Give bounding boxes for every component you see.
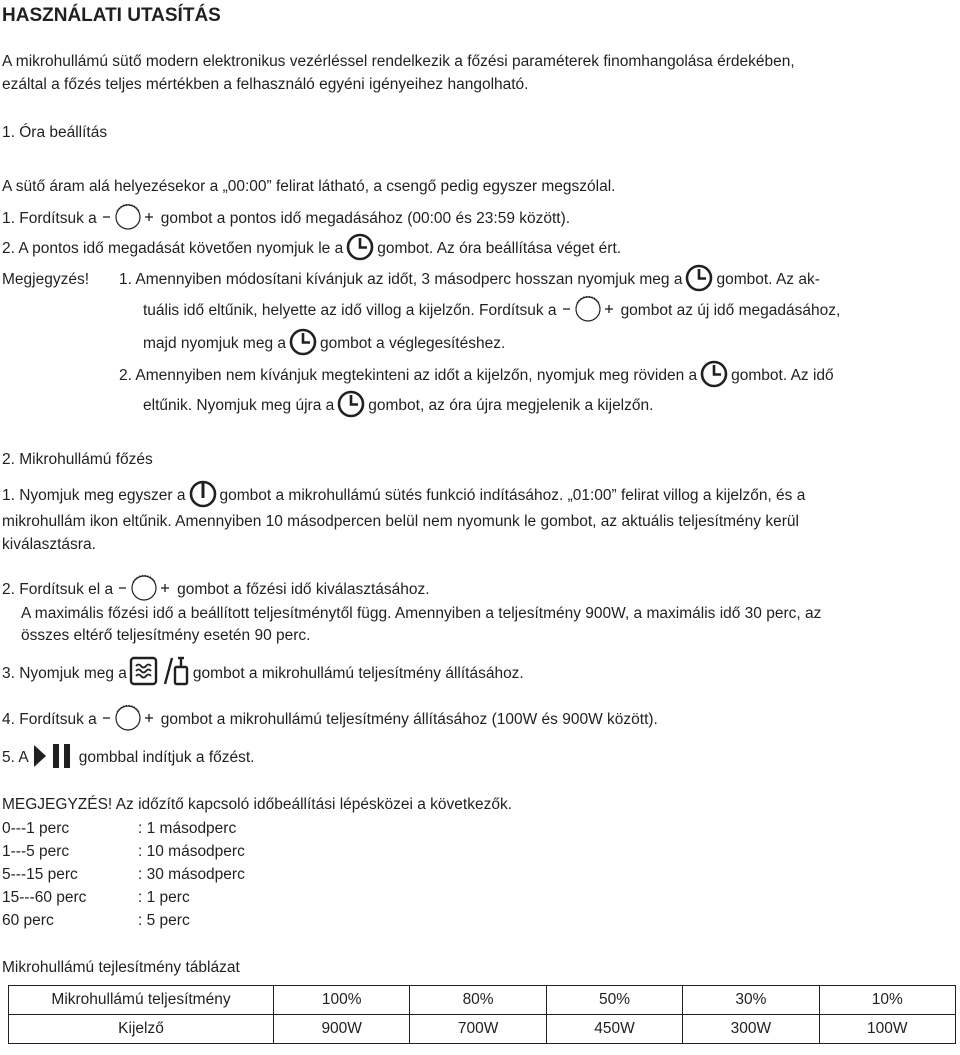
table-cell: 80%: [410, 986, 546, 1015]
timer-range: 60 perc: [2, 912, 54, 929]
dial-knob-icon: [115, 572, 173, 604]
table-cell: 900W: [274, 1015, 410, 1044]
table-cell: 10%: [819, 986, 955, 1015]
cook-step-5-pre: 5. A: [2, 749, 29, 767]
cook-step-3-post: gombot a mikrohullámú teljesítmény állításához.: [192, 665, 524, 683]
note-1-line-c-pre: majd nyomjuk meg a: [143, 335, 287, 353]
note-1-line-a: [119, 270, 820, 290]
section-2-heading: 2. Mikrohullámú főzés: [2, 451, 153, 468]
note-1-line-b-pre: tuális idő eltűnik, helyette az idő villog a kijelzőn. Fordítsuk a: [143, 302, 557, 320]
clock-icon: [336, 388, 366, 420]
start-pause-icon: [31, 740, 75, 772]
dial-knob-icon: [559, 293, 617, 325]
timer-step: : 5 perc: [138, 912, 190, 929]
cook-step-5-post: gombbal indítjuk a főzést.: [78, 749, 255, 767]
note-1-line-b-post: gombot az új idő megadásához,: [620, 302, 841, 320]
dial-knob-icon: [99, 702, 157, 734]
note-2-line-a-pre: 2. Amennyiben nem kívánjuk megtekinteni az időt a kijelzőn, nyomjuk meg röviden a: [119, 367, 698, 385]
cook-step-3: [2, 664, 524, 684]
microwave-power-icon: [129, 654, 191, 688]
clock-icon: [684, 262, 714, 294]
cook-step-1-post: gombot a mikrohullámú sütés funkció indításához. „01:00” felirat villog a kijelzőn, és a: [219, 487, 806, 505]
cook-step-1-line-a: [2, 486, 805, 506]
cook-step-1-line-c: kiválasztásra.: [2, 536, 96, 553]
power-table: [8, 985, 956, 1044]
table-cell: 700W: [410, 1015, 546, 1044]
note-1-line-c: [143, 334, 505, 354]
timer-range: 5---15 perc: [2, 866, 78, 883]
page-title: HASZNÁLATI UTASÍTÁS: [2, 5, 221, 26]
table-cell: Kijelző: [9, 1015, 274, 1044]
timer-range: 0---1 perc: [2, 820, 70, 837]
cook-step-5: [2, 748, 255, 768]
clock-step-2: [2, 239, 621, 259]
clock-step-1: [2, 209, 570, 229]
table-cell: 300W: [683, 1015, 819, 1044]
clock-step-2-pre: 2. A pontos idő megadását követően nyomjuk le a: [2, 240, 344, 258]
table-cell: 100%: [274, 986, 410, 1015]
table-cell: Mikrohullámú teljesítmény: [9, 986, 274, 1015]
table-row: [9, 1015, 956, 1044]
section-1-heading: 1. Óra beállítás: [2, 124, 108, 141]
dial-knob-icon: [99, 201, 157, 233]
note-2-line-b: [143, 396, 653, 416]
note-1-line-a-post: gombot. Az ak-: [716, 271, 820, 289]
clock-step-1-post: gombot a pontos idő megadásához (00:00 és 23:59 között).: [160, 210, 571, 228]
clock-icon: [345, 231, 375, 263]
cook-step-1-line-b: mikrohullám ikon eltűnik. Amennyiben 10 másodpercen belül nem nyomunk le gombot, az aktuális teljesítmény kerül: [2, 513, 799, 530]
note-1-line-a-pre: 1. Amennyiben módosítani kívánjuk az időt, 3 másodperc hosszan nyomjuk meg a: [119, 271, 683, 289]
section-1-text: A sütő áram alá helyezésekor a „00:00” felirat látható, a csengő pedig egyszer megszólal.: [2, 178, 616, 195]
intro-line-1: A mikrohullámú sütő modern elektronikus vezérléssel rendelkezik a főzési paraméterek finomhangolása érdekében,: [2, 53, 795, 70]
timer-step: : 10 másodperc: [138, 843, 245, 860]
note-1-line-b: [143, 301, 840, 321]
clock-icon: [288, 326, 318, 358]
table-cell: 100W: [819, 1015, 955, 1044]
clock-step-1-pre: 1. Fordítsuk a: [2, 210, 97, 228]
power-icon: [188, 476, 218, 510]
cook-step-4-post: gombot a mikrohullámú teljesítmény állításához (100W és 900W között).: [160, 711, 658, 729]
cook-step-2-line-b: A maximális főzési idő a beállított teljesítménytől függ. Amennyiben a teljesítmény 900W, a maximális idő 30 perc, az: [21, 605, 822, 622]
timer-step: : 1 perc: [138, 889, 190, 906]
cook-step-4-pre: 4. Fordítsuk a: [2, 711, 97, 729]
clock-icon: [699, 358, 729, 390]
note-2-line-b-post: gombot, az óra újra megjelenik a kijelzőn.: [368, 397, 654, 415]
note-2-line-b-pre: eltűnik. Nyomjuk meg újra a: [143, 397, 335, 415]
intro-line-2: ezáltal a főzés teljes mértékben a felhasználó egyéni igényeihez hangolható.: [2, 76, 529, 93]
timer-range: 15---60 perc: [2, 889, 87, 906]
note-label: Megjegyzés!: [2, 271, 90, 288]
cook-step-2-pre: 2. Fordítsuk el a: [2, 581, 114, 599]
table-row: [9, 986, 956, 1015]
cook-step-2-post: gombot a főzési idő kiválasztásához.: [177, 581, 430, 599]
cook-step-3-pre: 3. Nyomjuk meg a: [2, 665, 127, 683]
cook-step-2-line-a: [2, 580, 430, 600]
table-cell: 30%: [683, 986, 819, 1015]
timer-note-heading: MEGJEGYZÉS! Az időzítő kapcsoló időbeállítási lépésközei a következők.: [2, 796, 513, 813]
table-cell: 450W: [546, 1015, 682, 1044]
cook-step-4: [2, 710, 658, 730]
timer-step: : 30 másodperc: [138, 866, 245, 883]
power-table-caption: Mikrohullámú tejlesítmény táblázat: [2, 959, 240, 976]
table-cell: 50%: [546, 986, 682, 1015]
timer-step: : 1 másodperc: [138, 820, 237, 837]
note-2-line-a: [119, 366, 834, 386]
note-2-line-a-post: gombot. Az idő: [731, 367, 834, 385]
clock-step-2-post: gombot. Az óra beállítása véget ért.: [377, 240, 622, 258]
note-1-line-c-post: gombot a véglegesítéshez.: [320, 335, 506, 353]
timer-range: 1---5 perc: [2, 843, 70, 860]
cook-step-2-line-c: összes eltérő teljesítmény esetén 90 perc.: [21, 627, 311, 644]
cook-step-1-pre: 1. Nyomjuk meg egyszer a: [2, 487, 186, 505]
